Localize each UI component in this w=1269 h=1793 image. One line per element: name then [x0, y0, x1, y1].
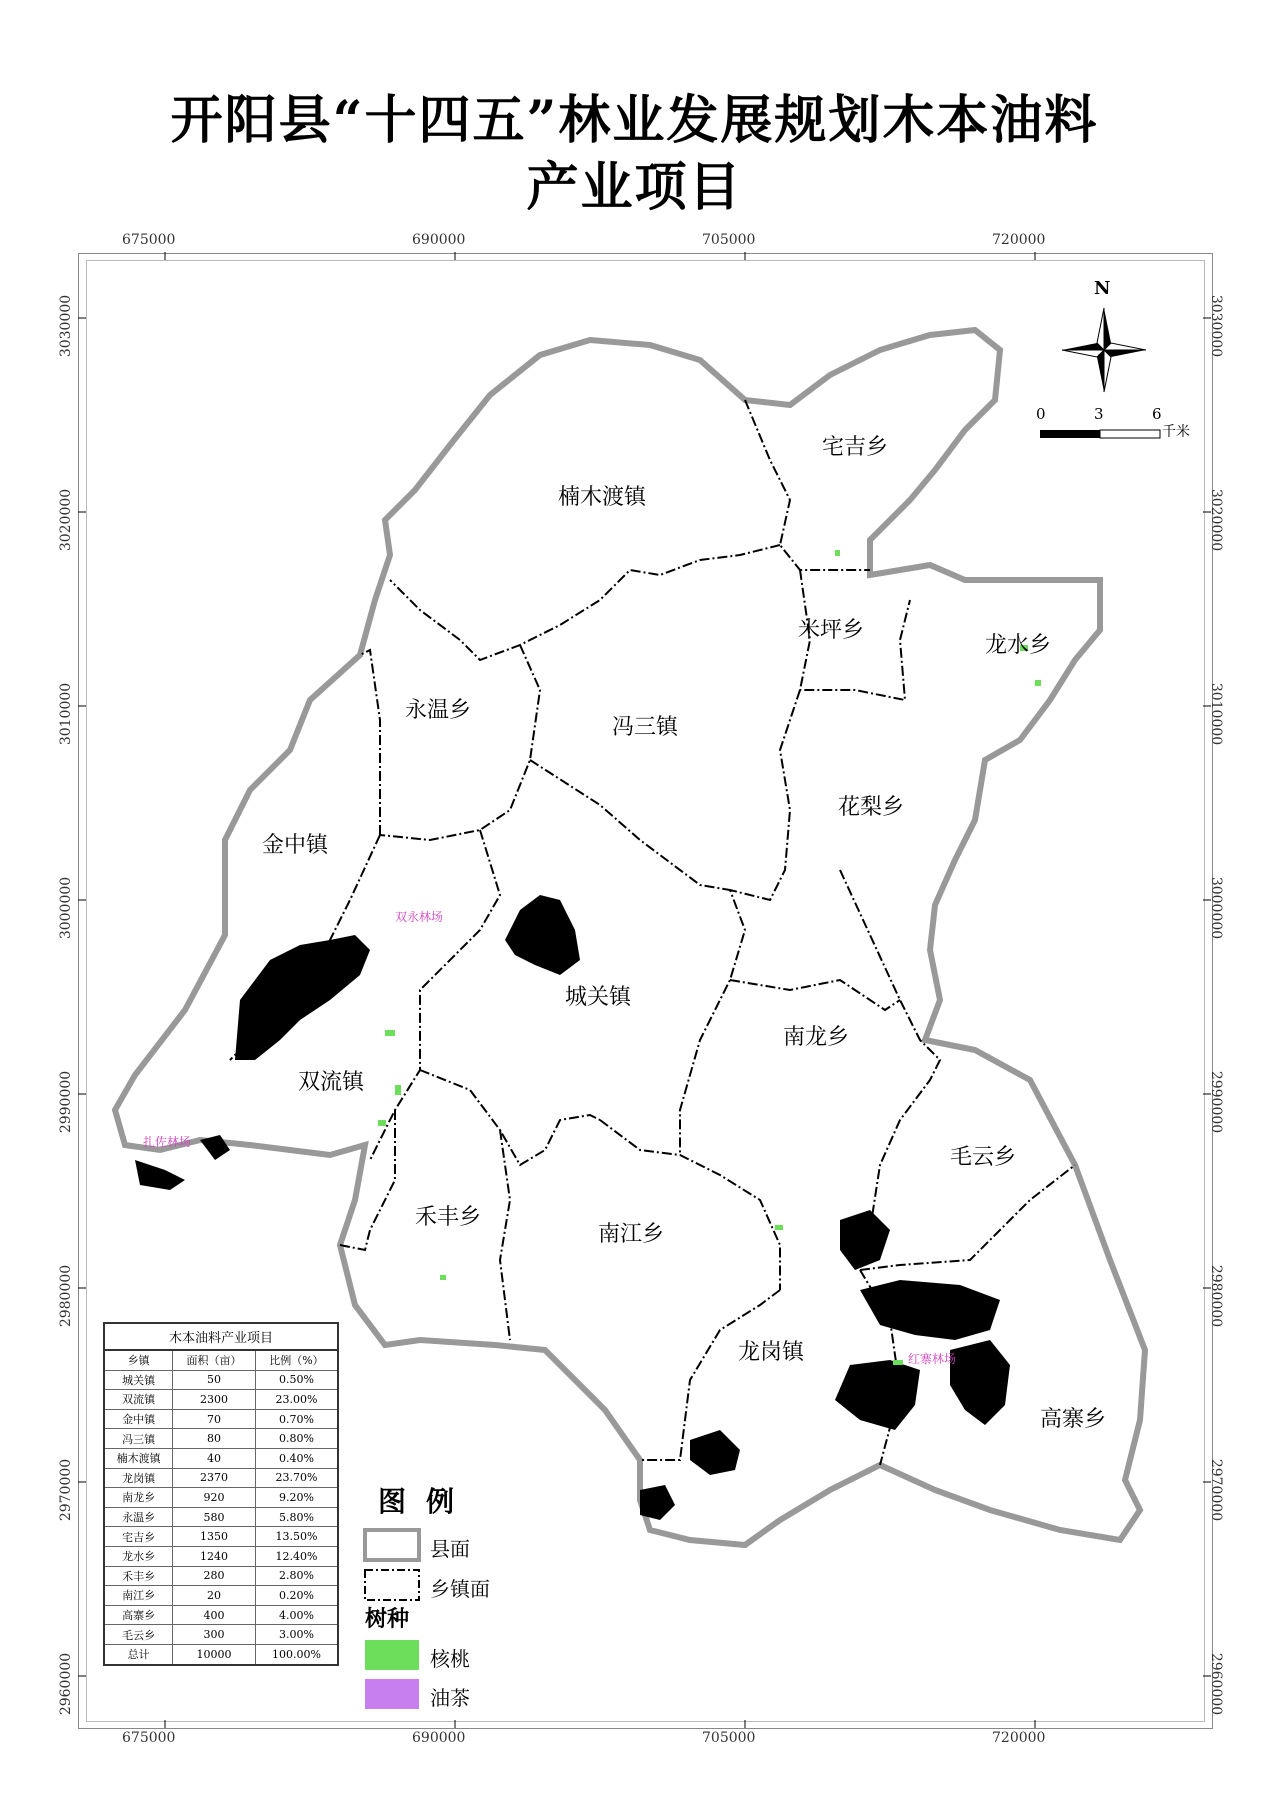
y-tick-left: 3010000: [58, 682, 75, 746]
table-row: [104, 1566, 338, 1586]
x-tick-bottom: 690000: [412, 1730, 466, 1746]
table-cell: 80: [173, 1429, 256, 1449]
y-tick-left: 3020000: [58, 488, 75, 552]
table-cell: 100.00%: [255, 1644, 338, 1664]
x-tick-top: 675000: [122, 232, 176, 248]
north-arrow-icon: [1062, 308, 1146, 392]
table-cell: 12.40%: [255, 1546, 338, 1566]
table-row: [104, 1468, 338, 1488]
scale-label: 0: [1036, 405, 1046, 423]
walnut-patch: [835, 550, 840, 556]
y-tick-left: 3000000: [58, 876, 75, 940]
table-cell: 0.40%: [255, 1448, 338, 1468]
table-cell: 13.50%: [255, 1527, 338, 1547]
table-cell: 宅吉乡: [104, 1527, 173, 1547]
forest-farm-label: 扎佐林场: [143, 1135, 192, 1149]
table-row: [104, 1370, 338, 1390]
walnut-patch: [385, 1030, 395, 1036]
table-cell: 0.20%: [255, 1586, 338, 1606]
y-tick-right: 3000000: [1208, 876, 1225, 940]
table-cell: 400: [173, 1605, 256, 1625]
walnut-patch: [1035, 680, 1041, 686]
y-tick-right: 2980000: [1208, 1264, 1225, 1328]
legend-oil-tea-label: 油茶: [430, 1686, 470, 1710]
table-cell: 1350: [173, 1527, 256, 1547]
stats-table: [103, 1322, 339, 1666]
forest-farm-label: 红寨林场: [908, 1352, 957, 1366]
stats-header: 乡镇: [104, 1350, 173, 1370]
y-tick-left: 2960000: [58, 1652, 75, 1716]
table-cell: 920: [173, 1488, 256, 1508]
x-tick-bottom: 720000: [992, 1730, 1046, 1746]
town-label: 金中镇: [262, 833, 329, 858]
town-label: 米坪乡: [798, 618, 865, 643]
town-label: 高寨乡: [1040, 1407, 1107, 1432]
table-cell: 南江乡: [104, 1586, 173, 1606]
x-tick-top: 690000: [412, 232, 466, 248]
table-cell: 0.50%: [255, 1370, 338, 1390]
table-row: [104, 1546, 338, 1566]
table-cell: 5.80%: [255, 1507, 338, 1527]
table-cell: 楠木渡镇: [104, 1448, 173, 1468]
legend-walnut-label: 核桃: [430, 1647, 470, 1671]
legend-township-label: 乡镇面: [430, 1577, 490, 1601]
table-cell: 龙水乡: [104, 1546, 173, 1566]
legend-township-swatch: [365, 1570, 419, 1600]
table-cell: 3.00%: [255, 1625, 338, 1645]
town-label: 南龙乡: [783, 1025, 850, 1050]
table-cell: 1240: [173, 1546, 256, 1566]
table-row: [104, 1390, 338, 1410]
legend-title: 图例: [378, 1485, 475, 1518]
table-row: [104, 1527, 338, 1547]
town-label: 龙水乡: [985, 633, 1052, 658]
y-tick-right: 3020000: [1208, 488, 1225, 552]
table-row: [104, 1605, 338, 1625]
table-cell: 双流镇: [104, 1390, 173, 1410]
scale-bar: [1040, 430, 1160, 438]
scale-label: 3: [1094, 405, 1104, 423]
table-cell: 23.70%: [255, 1468, 338, 1488]
table-cell: 2370: [173, 1468, 256, 1488]
map-title-line-1: 开阳县“十四五”林业发展规划木本油料: [170, 90, 1099, 151]
town-label: 龙岗镇: [738, 1340, 805, 1365]
legend-oil-tea-swatch: [365, 1679, 419, 1709]
table-cell: 毛云乡: [104, 1625, 173, 1645]
table-row: [104, 1409, 338, 1429]
town-label: 南江乡: [598, 1222, 665, 1247]
y-tick-right: 3030000: [1208, 294, 1225, 358]
table-cell: 9.20%: [255, 1488, 338, 1508]
x-tick-bottom: 675000: [122, 1730, 176, 1746]
town-label: 双流镇: [298, 1070, 365, 1095]
y-tick-right: 2970000: [1208, 1458, 1225, 1522]
x-tick-bottom: 705000: [702, 1730, 756, 1746]
table-cell: 龙岗镇: [104, 1468, 173, 1488]
walnut-patch: [440, 1275, 446, 1280]
town-label: 花梨乡: [838, 795, 905, 820]
table-cell: 禾丰乡: [104, 1566, 173, 1586]
walnut-patch: [378, 1120, 386, 1126]
table-row: [104, 1586, 338, 1606]
walnut-patch: [395, 1085, 401, 1095]
y-tick-left: 2980000: [58, 1264, 75, 1328]
scale-unit: 千米: [1162, 424, 1190, 440]
map-title-line-2: 产业项目: [526, 157, 743, 218]
table-cell: 高寨乡: [104, 1605, 173, 1625]
stats-header: 面积（亩）: [173, 1350, 256, 1370]
table-cell: 20: [173, 1586, 256, 1606]
project-area: [135, 1160, 185, 1190]
y-tick-left: 2990000: [58, 1070, 75, 1134]
town-label: 城关镇: [565, 985, 632, 1010]
x-tick-top: 720000: [992, 232, 1046, 248]
table-cell: 总计: [104, 1644, 173, 1664]
legend-county-swatch: [365, 1530, 419, 1560]
town-label: 禾丰乡: [415, 1205, 482, 1230]
y-tick-right: 2960000: [1208, 1652, 1225, 1716]
y-tick-left: 2970000: [58, 1458, 75, 1522]
forest-farm-label: 双永林场: [395, 910, 444, 924]
table-cell: 0.80%: [255, 1429, 338, 1449]
legend-county-label: 县面: [430, 1537, 470, 1561]
table-cell: 城关镇: [104, 1370, 173, 1390]
town-label: 毛云乡: [950, 1145, 1017, 1170]
legend-species-title: 树种: [365, 1606, 410, 1632]
table-cell: 2300: [173, 1390, 256, 1410]
table-cell: 金中镇: [104, 1409, 173, 1429]
table-cell: 4.00%: [255, 1605, 338, 1625]
table-cell: 280: [173, 1566, 256, 1586]
scale-label: 6: [1152, 405, 1162, 423]
x-tick-top: 705000: [702, 232, 756, 248]
north-label: N: [1094, 278, 1111, 299]
table-row: [104, 1644, 338, 1664]
town-label: 永温乡: [405, 698, 472, 723]
town-label: 宅吉乡: [822, 435, 889, 460]
y-tick-left: 3030000: [58, 294, 75, 358]
table-cell: 永温乡: [104, 1507, 173, 1527]
table-cell: 南龙乡: [104, 1488, 173, 1508]
y-tick-right: 2990000: [1208, 1070, 1225, 1134]
table-cell: 0.70%: [255, 1409, 338, 1429]
town-label: 冯三镇: [612, 715, 679, 740]
town-label: 楠木渡镇: [558, 485, 647, 510]
legend-walnut-swatch: [365, 1640, 419, 1670]
walnut-patch: [893, 1360, 903, 1365]
table-cell: 300: [173, 1625, 256, 1645]
table-cell: 580: [173, 1507, 256, 1527]
stats-table-caption: 木本油料产业项目: [103, 1322, 339, 1349]
walnut-patch: [775, 1225, 783, 1230]
table-cell: 10000: [173, 1644, 256, 1664]
table-cell: 2.80%: [255, 1566, 338, 1586]
y-tick-right: 3010000: [1208, 682, 1225, 746]
table-row: [104, 1507, 338, 1527]
stats-header: 比例（%）: [255, 1350, 338, 1370]
table-cell: 冯三镇: [104, 1429, 173, 1449]
table-row: [104, 1488, 338, 1508]
table-row: [104, 1448, 338, 1468]
table-cell: 40: [173, 1448, 256, 1468]
table-row: [104, 1429, 338, 1449]
table-cell: 50: [173, 1370, 256, 1390]
table-cell: 70: [173, 1409, 256, 1429]
table-row: [104, 1625, 338, 1645]
table-cell: 23.00%: [255, 1390, 338, 1410]
